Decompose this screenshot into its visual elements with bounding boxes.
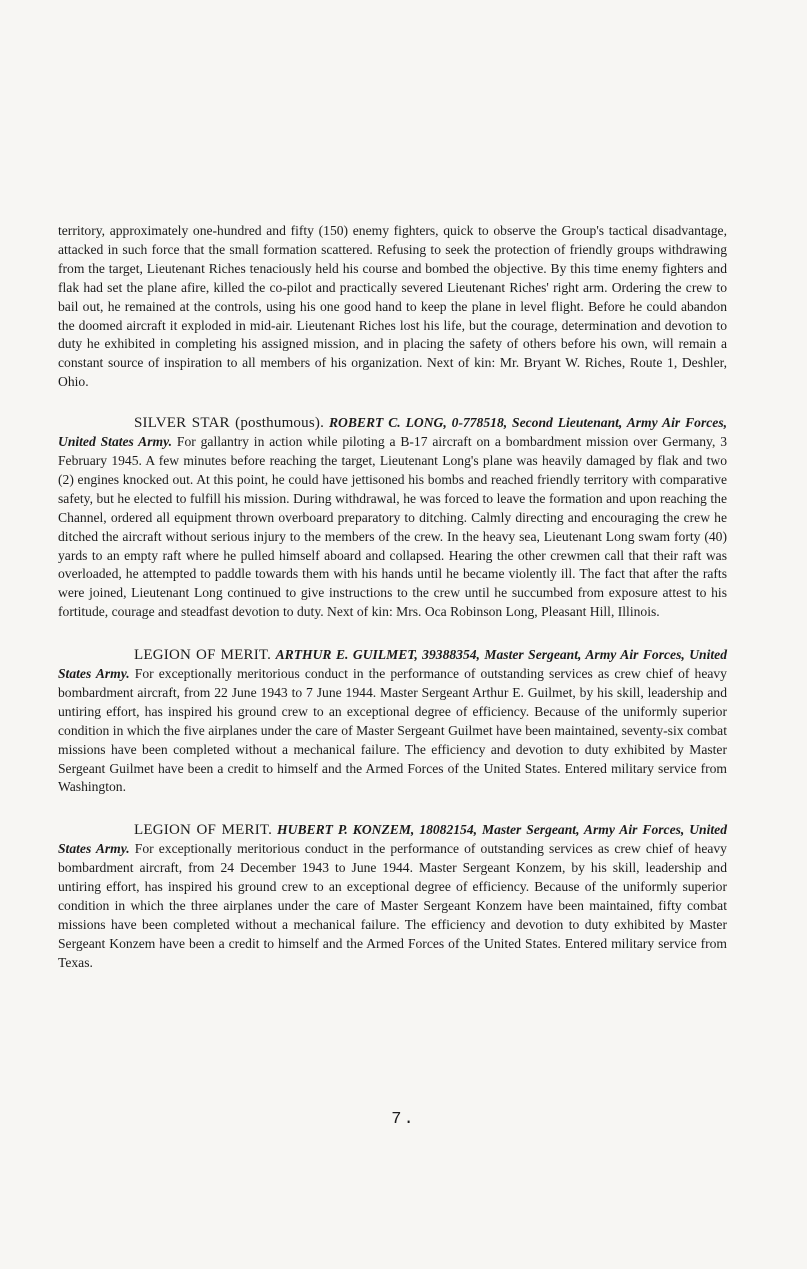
page-number: 7. <box>391 1110 416 1129</box>
award-citation: For gallantry in action while piloting a B-17 aircraft on a bombardment mission over Germany, 3 February 1945. A few minutes before reaching the target, Lieutenant Long's plane was heavily damaged by flak and two (2) engines knocked out. At this point, he could have jettisoned his bombs and reached friendly territory with comparative safety, but he elected to fulfill his mission. During withdrawal, he was forced to leave the formation and upon reaching the Channel, ordered all equipment thrown overboard preparatory to ditching. Calmly directing and encouraging the crew he ditched the aircraft without serious injury to the members of the crew. In the heavy sea, Lieutenant Long swam forty (40) yards to an empty raft where he pulled himself aboard and collapsed. Hearing the other crewmen call that their raft was overloaded, he attempted to paddle towards them with his hands until he became violently ill. The fact that after the rafts were joined, Lieutenant Long continued to give instructions to the crew until he succumbed from exposure attest to his fortitude, courage and steadfast devotion to duty. Next of kin: Mrs. Oca Robinson Long, Pleasant Hill, Illinois. <box>58 434 728 620</box>
document-body <box>58 222 727 997</box>
award-entry-legion-of-merit-konzem <box>58 821 727 972</box>
award-entry-silver-star-long <box>58 414 727 622</box>
award-type: SILVER STAR (posthumous). <box>134 415 325 432</box>
award-entry-legion-of-merit-guilmet <box>58 646 727 797</box>
award-type: LEGION OF MERIT. <box>134 647 272 664</box>
recipient-name: ARTHUR E. GUILMET, 39388354, Master Sergeant, Army Air Forces, United States Army. <box>58 647 727 682</box>
award-citation: For exceptionally meritorious conduct in the performance of outstanding services as crew chief of heavy bombardment aircraft, from 22 June 1943 to 7 June 1944. Master Sergeant Arthur E. Guilmet, by his skill, leadership and untiring effort, has inspired his ground crew to an exceptional degree of efficiency. Because of the uniformly superior condition in which the five airplanes under the care of Master Sergeant Guilmet have been maintained, seventy-six combat missions have been completed without a mechanical failure. The efficiency and devotion to duty exhibited by Master Sergeant Guilmet have been a credit to himself and the Armed Forces of the United States. Entered military service from Washington. <box>58 666 727 795</box>
award-citation: For exceptionally meritorious conduct in the performance of outstanding services as crew chief of heavy bombardment aircraft, from 24 December 1943 to June 1944. Master Sergeant Konzem, by his skill, leadership and untiring effort, has inspired his ground crew to an exceptional degree of efficiency. Because of the uniformly superior condition in which the three airplanes under the care of Master Sergeant Konzem have been maintained, fifty combat missions have been completed without a mechanical failure. The efficiency and devotion to duty exhibited by Master Sergeant Konzem have been a credit to himself and the Armed Forces of the United States. Entered military service from Texas. <box>58 841 727 970</box>
recipient-name: ROBERT C. LONG, 0-778518, Second Lieutenant, Army Air Forces, United States Army. <box>58 415 728 450</box>
recipient-name: HUBERT P. KONZEM, 18082154, Master Sergeant, Army Air Forces, United States Army. <box>58 822 727 857</box>
award-type: LEGION OF MERIT. <box>134 822 273 839</box>
continued-citation-paragraph: territory, approximately one-hundred and fifty (150) enemy fighters, quick to observe the Group's tactical disadvantage, attacked in such force that the small formation scattered. Refusing to seek the protection of friendly groups withdrawing from the target, Lieutenant Riches tenaciously held his course and bombed the objective. By this time enemy fighters and flak had set the plane afire, killed the co-pilot and practically severed Lieutenant Riches' right arm. Ordering the crew to bail out, he remained at the controls, using his one good hand to keep the plane in level flight. Before he could abandon the doomed aircraft it exploded in mid-air. Lieutenant Riches lost his life, but the courage, determination and devotion to duty he exhibited in completing his assigned mission, and in placing the safety of others before his own, will remain a constant source of inspiration to all members of his organization. Next of kin: Mr. Bryant W. Riches, Route 1, Deshler, Ohio. <box>58 223 727 390</box>
